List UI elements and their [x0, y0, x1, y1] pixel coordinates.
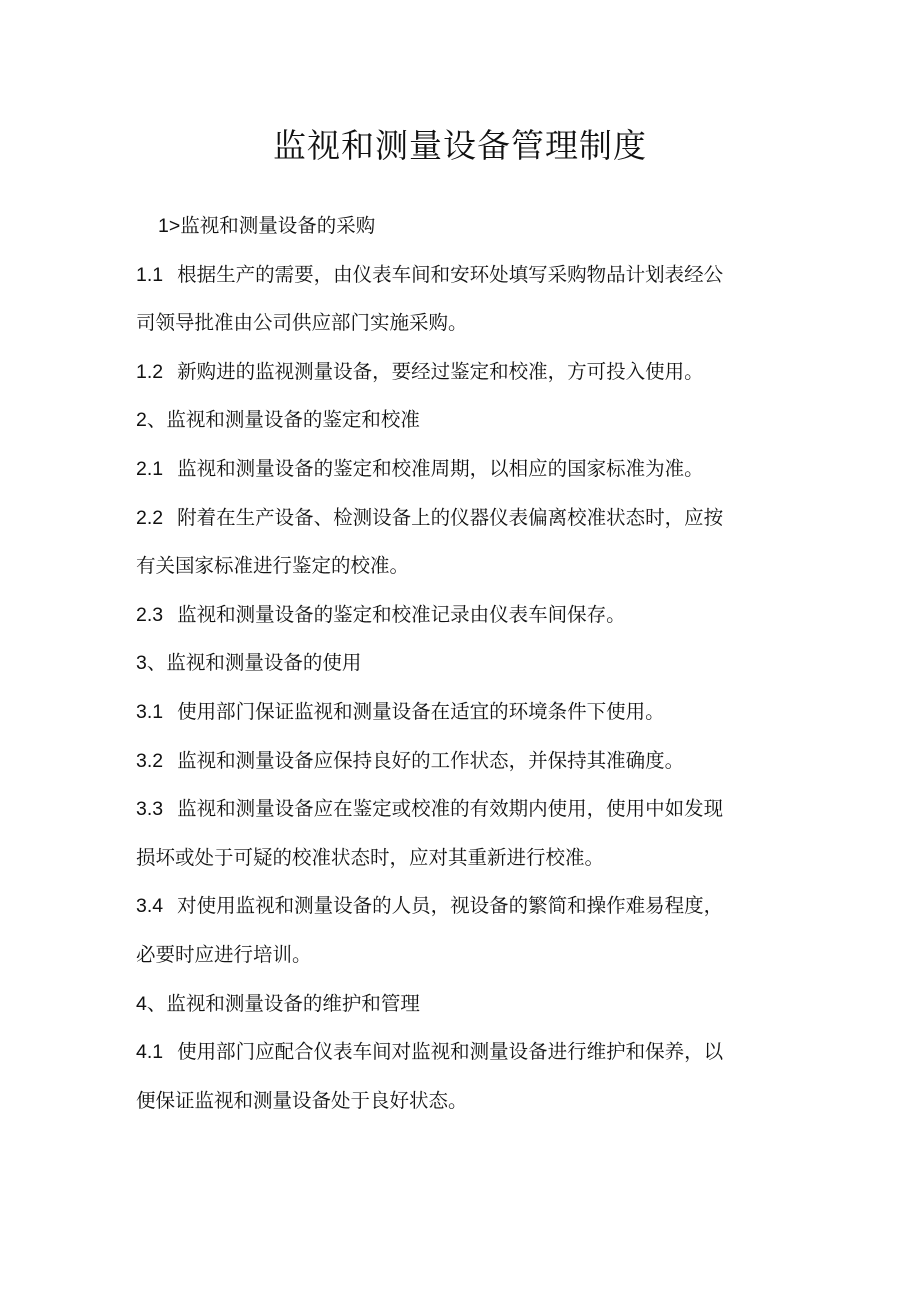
clause-text: 监视和测量设备应在鉴定或校准的有效期内使用，使用中如发现	[177, 797, 724, 821]
clause-1-1-continued	[136, 299, 796, 348]
clause-2-1	[136, 445, 796, 494]
clause-text: 附着在生产设备、检测设备上的仪器仪表偏离校准状态时，应按	[177, 505, 724, 529]
clause-4-1-continued	[136, 1077, 796, 1126]
clause-text: 有关国家标准进行鉴定的校准。	[136, 554, 410, 578]
clause-number: 4.1	[136, 1041, 164, 1064]
clause-text: 损坏或处于可疑的校准状态时，应对其重新进行校准。	[136, 845, 605, 869]
section-text: 监视和测量设备的维护和管理	[166, 991, 420, 1015]
section-heading-4	[136, 980, 796, 1029]
section-number: 4、	[136, 992, 167, 1015]
section-number: 1>	[158, 215, 181, 237]
clause-text: 必要时应进行培训。	[136, 942, 312, 966]
section-heading-1	[136, 202, 796, 251]
clause-3-1	[136, 688, 796, 737]
clause-4-1	[136, 1028, 796, 1077]
clause-3-4	[136, 882, 796, 931]
section-text: 监视和测量设备的使用	[166, 651, 362, 675]
clause-2-2-continued	[136, 542, 796, 591]
clause-1-1	[136, 251, 796, 300]
clause-text: 对使用监视和测量设备的人员，视设备的繁简和操作难易程度，	[177, 894, 724, 918]
clause-3-3-continued	[136, 834, 796, 883]
clause-number: 3.1	[136, 700, 164, 723]
clause-1-2	[136, 348, 796, 397]
clause-text: 监视和测量设备的鉴定和校准记录由仪表车间保存。	[177, 602, 626, 626]
clause-number: 1.2	[136, 360, 164, 383]
clause-text: 根据生产的需要，由仪表车间和安环处填写采购物品计划表经公	[177, 262, 724, 286]
clause-text: 司领导批准由公司供应部门实施采购。	[136, 311, 468, 335]
clause-number: 2.2	[136, 506, 164, 529]
clause-number: 3.4	[136, 895, 164, 918]
section-text: 监视和测量设备的采购	[180, 214, 376, 237]
clause-number: 3.2	[136, 749, 164, 772]
clause-number: 2.3	[136, 603, 164, 626]
clause-number: 3.3	[136, 798, 164, 821]
clause-text: 便保证监视和测量设备处于良好状态。	[136, 1088, 468, 1112]
section-heading-3	[136, 639, 796, 688]
clause-text: 监视和测量设备的鉴定和校准周期，以相应的国家标准为准。	[177, 456, 704, 480]
clause-text: 新购进的监视测量设备，要经过鉴定和校准，方可投入使用。	[177, 359, 704, 383]
clause-text: 使用部门保证监视和测量设备在适宜的环境条件下使用。	[177, 699, 665, 723]
document-body	[136, 202, 796, 1125]
clause-3-2	[136, 737, 796, 786]
clause-text: 监视和测量设备应保持良好的工作状态，并保持其准确度。	[177, 748, 685, 772]
clause-2-2	[136, 494, 796, 543]
clause-number: 2.1	[136, 457, 164, 480]
clause-3-4-continued	[136, 931, 796, 980]
section-heading-2	[136, 396, 796, 445]
clause-2-3	[136, 591, 796, 640]
clause-3-3	[136, 785, 796, 834]
section-text: 监视和测量设备的鉴定和校准	[166, 408, 420, 432]
section-number: 2、	[136, 409, 167, 432]
section-number: 3、	[136, 652, 167, 675]
clause-text: 使用部门应配合仪表车间对监视和测量设备进行维护和保养，以	[177, 1040, 724, 1064]
document-title: 监视和测量设备管理制度	[273, 126, 647, 165]
clause-number: 1.1	[136, 263, 164, 286]
